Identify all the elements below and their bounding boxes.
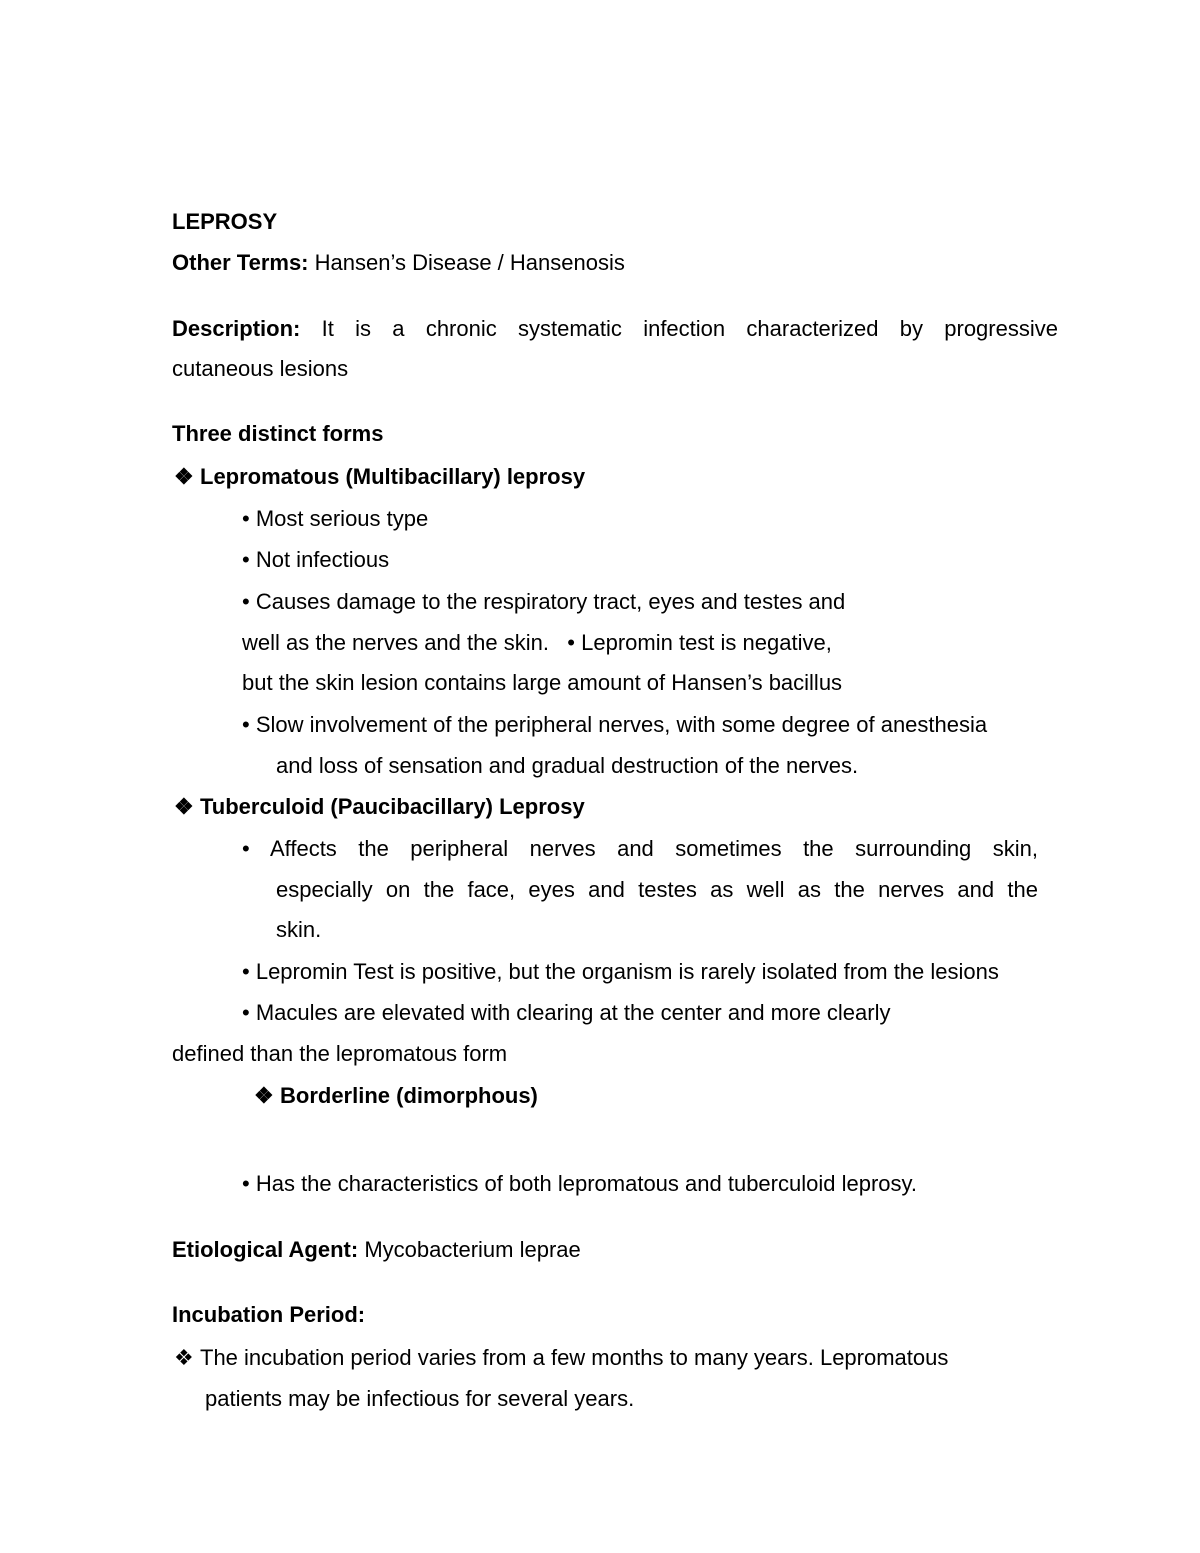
document-title: LEPROSY — [172, 209, 278, 234]
etiological-agent-line — [172, 1237, 581, 1263]
bullet-icon: • — [242, 589, 250, 614]
list-item-continuation: well as the nerves and the skin. • Lepromin test is negative, — [242, 630, 832, 655]
list-item-continuation: skin. — [276, 917, 322, 942]
etiological-agent-label: Etiological Agent: — [172, 1237, 359, 1262]
list-item: • Affects the peripheral nerves and sometimes the surrounding skin, — [242, 836, 1038, 861]
description-line-1 — [172, 316, 1058, 342]
bullet-icon: • — [567, 630, 575, 655]
list-item: • Macules are elevated with clearing at the center and more clearly — [242, 1000, 891, 1025]
incubation-item-continuation: patients may be infectious for several years. — [205, 1386, 635, 1411]
description-line-2: cutaneous lesions — [172, 356, 349, 381]
other-terms-value: Hansen’s Disease / Hansenosis — [314, 250, 625, 275]
etiological-agent-value: Mycobacterium leprae — [364, 1237, 581, 1262]
lepromatous-heading — [174, 464, 585, 490]
bullet-icon: • — [242, 712, 250, 737]
bullet-icon: • — [242, 506, 250, 531]
lepromatous-heading-text: Lepromatous (Multibacillary) leprosy — [200, 464, 586, 489]
list-item-continuation: but the skin lesion contains large amount of Hansen’s bacillus — [242, 670, 843, 695]
description-label: Description: — [172, 316, 301, 341]
forms-heading: Three distinct forms — [172, 421, 384, 446]
description-text-1: It is a chronic systematic infection characterized by progressive — [321, 316, 1058, 341]
list-item-continuation: and loss of sensation and gradual destruction of the nerves. — [276, 753, 859, 778]
tuberculoid-heading-text: Tuberculoid (Paucibacillary) Leprosy — [200, 794, 585, 819]
list-item-continuation: defined than the lepromatous form — [172, 1041, 508, 1066]
list-item: • Most serious type — [242, 506, 429, 531]
other-terms-label: Other Terms: — [172, 250, 309, 275]
bullet-icon: • — [242, 836, 250, 861]
list-item: • Lepromin Test is positive, but the organism is rarely isolated from the lesions — [242, 959, 999, 984]
list-item: • Slow involvement of the peripheral nerves, with some degree of anesthesia — [242, 712, 988, 737]
incubation-period-label: Incubation Period: — [172, 1302, 366, 1327]
other-terms-line — [172, 250, 625, 276]
diamond-bullet-icon: ❖ — [174, 794, 194, 819]
diamond-bullet-icon: ❖ — [174, 1345, 194, 1370]
tuberculoid-heading — [174, 794, 585, 820]
list-item: • Causes damage to the respiratory tract, eyes and testes and — [242, 589, 846, 614]
borderline-heading — [254, 1083, 538, 1109]
borderline-heading-text: Borderline (dimorphous) — [280, 1083, 538, 1108]
bullet-icon: • — [242, 959, 250, 984]
bullet-icon: • — [242, 547, 250, 572]
list-item: • Not infectious — [242, 547, 390, 572]
diamond-bullet-icon: ❖ — [254, 1083, 274, 1108]
incubation-item: ❖ The incubation period varies from a few months to many years. Lepromatous — [174, 1345, 949, 1370]
bullet-icon: • — [242, 1000, 250, 1025]
bullet-icon: • — [242, 1171, 250, 1196]
list-item: • Has the characteristics of both lepromatous and tuberculoid leprosy. — [242, 1171, 917, 1196]
diamond-bullet-icon: ❖ — [174, 464, 194, 489]
list-item-continuation: especially on the face, eyes and testes as well as the nerves and the — [276, 877, 1038, 902]
